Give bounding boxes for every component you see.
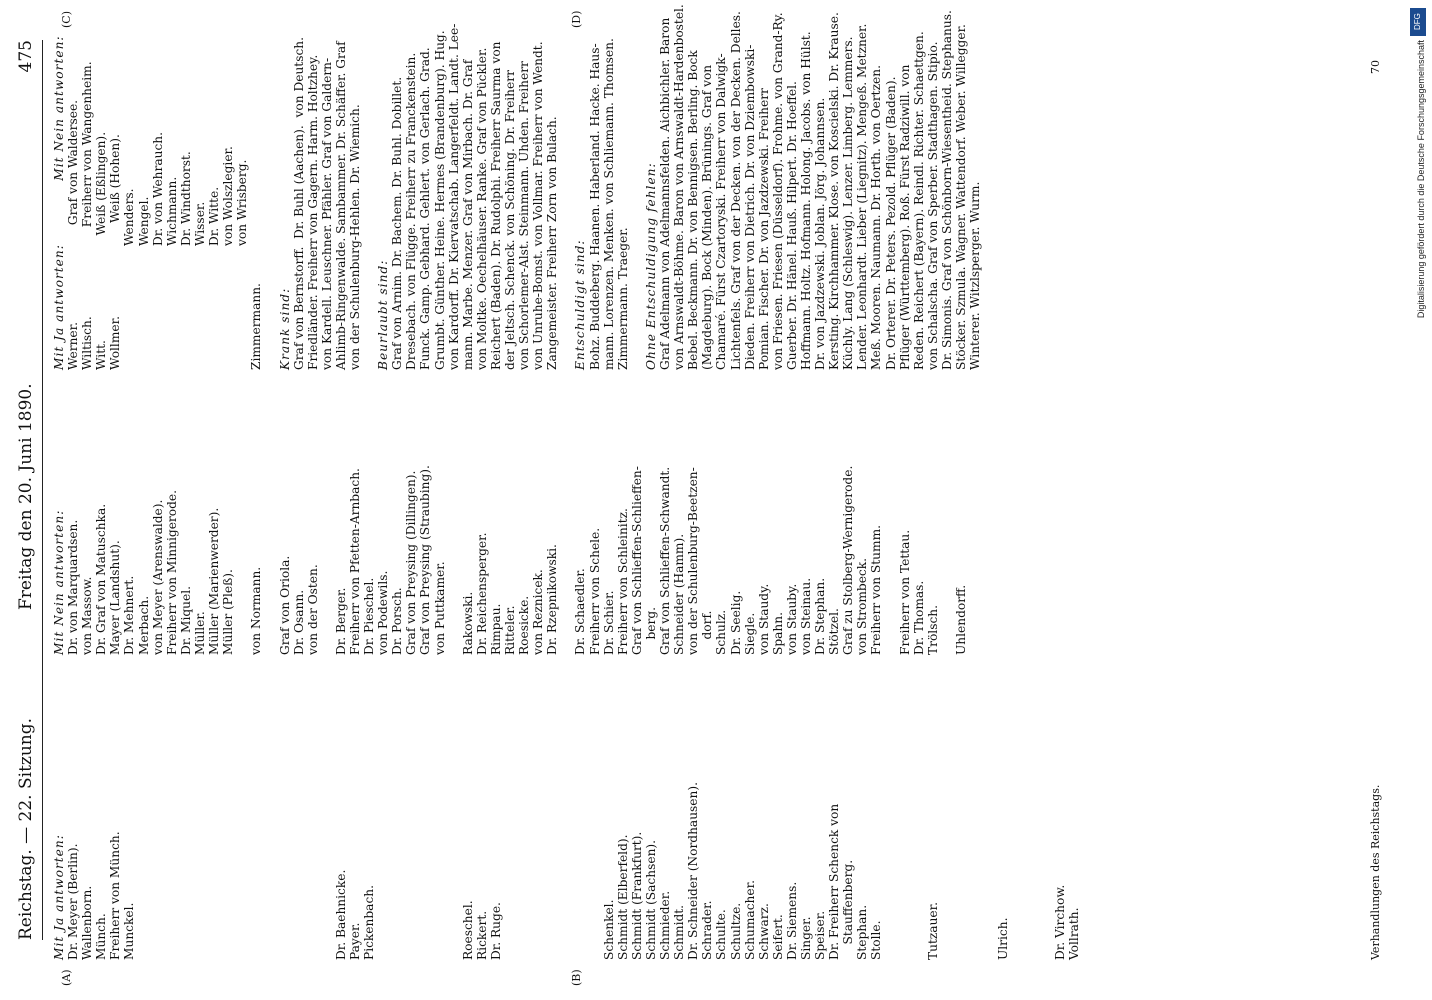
text-line: Freiherr von Stumm. xyxy=(869,524,884,655)
text-line: Freiherr von Schele. xyxy=(587,527,602,655)
text-line: von Steinau. xyxy=(798,577,813,655)
column-left xyxy=(52,660,1081,960)
page-header xyxy=(8,40,43,940)
column-middle xyxy=(52,375,968,655)
text-line xyxy=(940,660,954,960)
text-line: Reden. Reichert (Bayern). Reindl. Richter. Schaettgen. xyxy=(911,31,926,370)
text-line: Krank sind: xyxy=(277,287,292,370)
text-line: Müller (Pleß). xyxy=(221,569,236,655)
text-line: Seifert. xyxy=(770,914,785,960)
text-line: Wengel. xyxy=(136,196,151,370)
text-line: von Kardorff. Dr. Kiervatschab. Langerfeldt. Landt. Lee- xyxy=(446,23,461,370)
text-line: Uhlendorff. xyxy=(954,584,968,655)
text-line: berg. xyxy=(643,606,658,655)
text-line: Meß. Mooren. Naumann. Dr. Horth. von Oertzen. xyxy=(869,65,884,370)
text-line: Dr. Porsch. xyxy=(390,587,405,655)
text-line: Zimmermann. Traeger. xyxy=(615,227,630,370)
text-line: der Jeltsch. Schenck. von Schöning. Dr. Freiherr xyxy=(503,70,517,370)
text-line xyxy=(884,375,898,655)
footer-publication: Verhandlungen des Reichstags. xyxy=(1369,784,1382,960)
column-right xyxy=(52,4,983,370)
text-line: Graf von Preysing (Dillingen). xyxy=(404,470,419,655)
text-line: von Arnswaldt-Böhme. Baron von Arnswaldt-Hardenbostel. xyxy=(672,4,687,370)
text-line: von Unruhe-Bomst. von Vollmar. Freiherr von Wendt. xyxy=(531,41,546,370)
footer-sheet-number: 70 xyxy=(1369,60,1382,74)
text-line: Funck. Gamp. Gebhard. Gehlert. von Gerlach. Grad. xyxy=(418,47,433,370)
text-line: Graf von Bernstorff. Dr. Buhl (Aachen). von Deutsch. xyxy=(291,36,306,370)
text-line: von Stauby. xyxy=(784,583,799,655)
text-line: Wisser. xyxy=(192,201,207,370)
text-line: von Podewils. xyxy=(376,570,391,655)
text-line: Graf von Arnim. Dr. Bachem. Dr. Buhl. Dobillet. xyxy=(390,76,405,370)
text-line: Wiltisch. Freiherr von Wangenheim. xyxy=(80,61,95,370)
text-line: mann. Marbe. Menzer. Graf von Mirbach. Dr. Graf xyxy=(460,59,475,370)
text-line: von Schalscha. Graf von Sperber. Stadthagen. Stipio. xyxy=(925,41,940,370)
text-line: Freiherr von Pfetten-Arnbach. xyxy=(347,468,362,655)
text-line xyxy=(898,660,912,960)
text-line: Ahlimb-Ringenwalde. Sambammer. Dr. Schäffer. Graf xyxy=(333,41,348,370)
text-line xyxy=(320,375,334,655)
text-line: Dr. Miquel. xyxy=(178,585,193,655)
text-line: Witt. Weiß (Eßlingen). xyxy=(94,131,109,370)
text-line: von Wolszlegier. xyxy=(221,146,236,370)
text-line: von Massow. xyxy=(80,576,95,655)
text-line: dorf. xyxy=(700,610,715,655)
text-line xyxy=(884,660,898,960)
text-line: Schneider (Hamm). xyxy=(672,533,687,655)
text-line: Küchly. Lang (Schleswig). Lenzer. Limberg. Lemmers. xyxy=(841,36,856,370)
text-line: Müller. xyxy=(192,611,207,655)
text-line: von der Schulenburg-Beetzen- xyxy=(686,467,701,655)
text-line: Dr. Ruge. xyxy=(488,902,503,960)
text-line xyxy=(545,660,559,960)
text-line: (Magdeburg). Bock (Minden). Brünings. Graf von xyxy=(700,64,715,370)
text-line: Dr. Virchow. xyxy=(1052,884,1067,960)
text-line: Lichtenfels. Graf von der Decken. von der Decken. Delles. xyxy=(728,11,743,370)
text-line: Dr. Freiherr Schenck von xyxy=(827,803,842,960)
text-line: Werner. Graf von Waldersee. xyxy=(66,99,81,370)
text-line: Dr. von Jazdzewski. Joblan. Jörg. Johannsen. xyxy=(813,97,828,370)
text-line: Schmidt (Sachsen). xyxy=(643,839,658,960)
text-line: Mit Ja antworten: Mit Nein antworten: xyxy=(52,35,66,370)
text-line xyxy=(278,660,292,960)
text-line: Dr. Reichensperger. xyxy=(474,532,489,655)
text-line: Dr. von Wehrauch. xyxy=(150,131,165,370)
text-line xyxy=(1024,660,1038,960)
text-line: von Moltke. Oechelhäuser. Ranke. Graf von Pückler. xyxy=(474,47,489,370)
text-line xyxy=(630,30,644,370)
text-line: Dr. Pieschel. xyxy=(362,577,377,655)
text-line xyxy=(193,660,207,960)
text-line: Speiser. xyxy=(813,910,828,960)
header-date: Freitag den 20. Juni 1890. xyxy=(16,383,36,610)
text-line xyxy=(588,660,602,960)
text-line: Schrader. xyxy=(700,900,715,960)
text-line: Roeschel. xyxy=(460,900,475,960)
text-line xyxy=(376,660,390,960)
text-line: Bebel. Beckmann. Dr. von Bennigsen. Berling. Bock xyxy=(686,50,701,370)
text-line: Stolle. xyxy=(869,920,884,960)
text-line xyxy=(954,660,968,960)
text-line: Dr. Schier. xyxy=(601,590,616,655)
text-line: Wollmer. Weiß (Hohen). xyxy=(108,134,123,370)
dfg-logo: DFG xyxy=(1410,8,1426,36)
text-line: Wallenborn. xyxy=(80,885,95,960)
text-line: Wichmann. xyxy=(164,176,179,370)
text-line: Grumbt. Günther. Heine. Hermes (Brandenburg). Hug. xyxy=(432,30,447,370)
text-line: Rickert. xyxy=(474,910,489,960)
text-line: Pflüger (Württemberg). Roß. Fürst Radziwill. von xyxy=(897,64,912,370)
text-line: Dieden. Freiherr von Dietrich. Dr. von Dziembowski- xyxy=(742,44,757,370)
text-line xyxy=(292,660,306,960)
text-line: Siegle. xyxy=(742,612,757,655)
text-line: Schulte. xyxy=(714,909,729,960)
text-line: Graf Adelmann von Adelmannsfelden. Aichbichler. Baron xyxy=(658,17,673,370)
text-line: von Wrisberg. xyxy=(235,159,250,370)
text-line xyxy=(940,375,954,655)
text-line: Rakowski. xyxy=(460,591,475,655)
text-line xyxy=(517,660,531,960)
text-line xyxy=(503,660,517,960)
text-line: Zimmermann. xyxy=(249,283,264,370)
text-line: Roesicke. xyxy=(517,595,532,655)
text-line: Graf von Schlieffen-Schwandt. xyxy=(658,466,673,655)
text-line: Pickenbach. xyxy=(362,885,377,960)
text-line: Dr. Schneider (Nordhausen). xyxy=(686,782,701,960)
text-line: Dr. Orterer. Dr. Peters. Pezold. Pflüger (Baden). xyxy=(883,76,898,370)
text-line xyxy=(235,660,249,960)
text-line: Payer. xyxy=(347,922,362,960)
text-line: Mit Ja antworten: xyxy=(52,834,66,960)
text-line xyxy=(559,375,573,655)
text-line: von Strombeck. xyxy=(855,557,870,655)
text-line: Stephan. xyxy=(855,904,870,960)
text-line: Guerber. Dr. Hänel. Hauß. Hilpert. Dr. Hoeffel. xyxy=(784,81,799,370)
text-line xyxy=(320,660,334,960)
text-line xyxy=(1039,660,1053,960)
text-line xyxy=(982,660,996,960)
text-line: von Kardell. Leuschner. Pfähler. Graf von Galdern- xyxy=(319,57,334,370)
text-line xyxy=(447,660,461,960)
text-line: Schultze. xyxy=(728,902,743,960)
text-line: Schenkel. xyxy=(601,899,616,960)
text-line: von der Schulenburg-Hehlen. Dr. Wiemich. xyxy=(347,104,362,370)
text-line: Pomian. Fischer. Dr. von Jazdzewski. Freiherr xyxy=(756,88,771,370)
text-line: Graf von Preysing (Straubing). xyxy=(418,465,433,655)
text-line xyxy=(179,660,193,960)
text-line: Schulz. xyxy=(714,609,729,655)
text-line: Winterer. Witzlsperger. Wurm. xyxy=(968,181,983,370)
text-line xyxy=(221,660,235,960)
text-line xyxy=(137,660,151,960)
text-line: von Meyer (Arenswalde). xyxy=(150,499,165,655)
text-line: Schwarz. xyxy=(756,903,771,960)
text-line xyxy=(1010,660,1024,960)
text-line: Dr. Witte. xyxy=(207,186,222,370)
text-line: Schmieder. xyxy=(658,890,673,960)
text-line: Dr. Graf von Matuschka. xyxy=(94,503,109,655)
text-line: Ritteler. xyxy=(503,605,517,655)
text-line xyxy=(151,660,165,960)
text-line xyxy=(447,375,461,655)
text-line: Dr. Schaedler. xyxy=(573,568,588,655)
text-line: Zangemeister. Freiherr Zorn von Bulach. xyxy=(545,116,560,370)
text-line: Dr. Berger. xyxy=(333,587,348,655)
text-line xyxy=(390,660,404,960)
text-line xyxy=(968,660,982,960)
text-line: Rimpau. xyxy=(488,603,503,655)
margin-mark-a: (A) xyxy=(60,969,73,986)
text-line xyxy=(306,660,320,960)
text-line: Dr. Stephan. xyxy=(813,577,828,655)
text-line: Dr. Baehnicke. xyxy=(333,869,348,960)
text-line: Merbach. xyxy=(136,595,151,655)
text-line: Trölsch. xyxy=(925,605,940,655)
text-line: Schmidt. xyxy=(672,904,687,960)
text-line: Graf von Schlieffen-Schlieffen- xyxy=(629,466,644,655)
text-line: Stauffenberg. xyxy=(841,859,856,960)
text-line xyxy=(559,30,573,370)
dfg-sidebar xyxy=(1406,0,1430,1000)
text-line: Friedländer. Freiherr von Gagern. Harm. Holtzhey. xyxy=(305,54,320,370)
text-line: Schmidt (Frankfurt). xyxy=(629,831,644,960)
text-line: Mayer (Landshut). xyxy=(108,540,123,655)
text-line: Bohz. Buddeberg. Haanen. Haberland. Hacke. Haus- xyxy=(587,43,602,370)
text-line: Freiherr von Minnigerode. xyxy=(164,490,179,655)
text-line: Munckel. xyxy=(122,902,137,960)
text-line: Kersting. Kirchhammer. Klose. von Koscielski. Dr. Krause. xyxy=(827,12,842,370)
text-line: Entschuldigt sind: xyxy=(573,239,588,370)
text-line: Dr. von Marquardsen. xyxy=(66,519,81,655)
text-line: Mit Nein antworten: xyxy=(52,509,66,655)
text-line: Hoffmann. Holtz. Hofmann. Holong. Jacobs. von Hülst. xyxy=(798,31,813,370)
text-line: Vollrath. xyxy=(1066,907,1081,960)
text-line: von der Osten. xyxy=(305,564,320,655)
margin-mark-b: (B) xyxy=(570,969,583,986)
text-line: Freiherr von Münch. xyxy=(108,831,123,960)
text-line: von Schorlemer-Alst. Steinmann. Uhden. Freiherr xyxy=(517,61,532,370)
text-line: Graf von Oriola. xyxy=(277,555,292,655)
text-line: von Normann. xyxy=(249,566,264,655)
text-line: Graf zu Stolberg-Wernigerode. xyxy=(841,465,856,655)
text-line xyxy=(235,375,249,655)
text-line: Stöcker. Szmula. Wagner. Wattendorf. Weber. Willegger. xyxy=(954,24,968,370)
text-line xyxy=(263,30,277,370)
text-line xyxy=(362,30,376,370)
text-line xyxy=(433,660,447,960)
text-line: Dr. Osann. xyxy=(291,589,306,655)
text-line: Dresebach. von Flügge. Freiherr zu Franckenstein. xyxy=(404,52,419,370)
text-line xyxy=(912,660,926,960)
text-line: Chamaré. Fürst Czartoryski. Freiherr von Dalwigk- xyxy=(714,53,729,370)
text-line: Dr. Mehnert. xyxy=(122,575,137,655)
text-line xyxy=(573,660,587,960)
text-line: Schumacher. xyxy=(742,880,757,960)
text-line xyxy=(249,660,263,960)
text-line xyxy=(263,660,277,960)
text-line xyxy=(207,660,221,960)
text-line xyxy=(404,660,418,960)
margin-mark-c: (C) xyxy=(60,11,73,28)
text-line: Freiherr von Schleinitz. xyxy=(615,508,630,655)
text-line: Beurlaubt sind: xyxy=(376,259,391,370)
text-line xyxy=(165,660,179,960)
page-number: 475 xyxy=(16,40,36,73)
text-line xyxy=(263,375,277,655)
text-line: Wenders. xyxy=(122,188,137,370)
text-line xyxy=(559,660,573,960)
text-line: von Staudy. xyxy=(756,583,771,655)
text-line: Stötzel. xyxy=(827,608,842,655)
text-line: Singer. xyxy=(798,916,813,960)
text-line: Dr. Thomas. xyxy=(911,580,926,655)
text-line: von Reznicek. xyxy=(531,569,546,655)
text-line: Spahn. xyxy=(770,612,785,655)
text-line: Münch. xyxy=(94,913,109,960)
text-line: Müller (Marienwerder). xyxy=(207,507,222,655)
text-line: Freiherr von Tettau. xyxy=(897,529,912,655)
text-line: Dr. Rzepnikowski. xyxy=(545,544,560,655)
text-line: mann. Lorenzen. Menken. von Schliemann. Thomsen. xyxy=(601,38,616,370)
text-line: Dr. Seelig. xyxy=(728,590,743,655)
text-line: Schmidt (Elberfeld). xyxy=(615,834,630,960)
text-line: Dr. Windthorst. xyxy=(178,151,193,370)
margin-mark-d: (D) xyxy=(570,10,583,28)
text-line: Dr. Meyer (Berlin). xyxy=(66,843,81,960)
text-line: Ohne Entschuldigung fehlen: xyxy=(643,162,658,370)
text-line: von Friesen. Friesen (Düsseldorf). Frohme. von Grand-Ry. xyxy=(770,12,785,370)
text-line: Reichert (Baden). Dr. Rudolphi. Freiherr Saurma von xyxy=(488,41,503,370)
text-line xyxy=(418,660,432,960)
text-line: Dr. Simonis. Graf von Schönborn-Wiesentheid. Stephanus. xyxy=(939,10,954,370)
dfg-funding-note: Digitalisierung gefördert durch die Deutsche Forschungsgemeinschaft xyxy=(1416,40,1426,319)
text-line: Lender. Leonhardt. Lieber (Liegnitz). Mengeß. Metzner. xyxy=(855,23,870,370)
text-line xyxy=(531,660,545,960)
text-line: von Puttkamer. xyxy=(432,561,447,655)
text-line: Ulrich. xyxy=(996,917,1011,960)
header-session: Reichstag. — 22. Sitzung. xyxy=(16,717,36,940)
text-line: Dr. Siemens. xyxy=(784,881,799,960)
text-line: Tutzauer. xyxy=(925,902,940,960)
